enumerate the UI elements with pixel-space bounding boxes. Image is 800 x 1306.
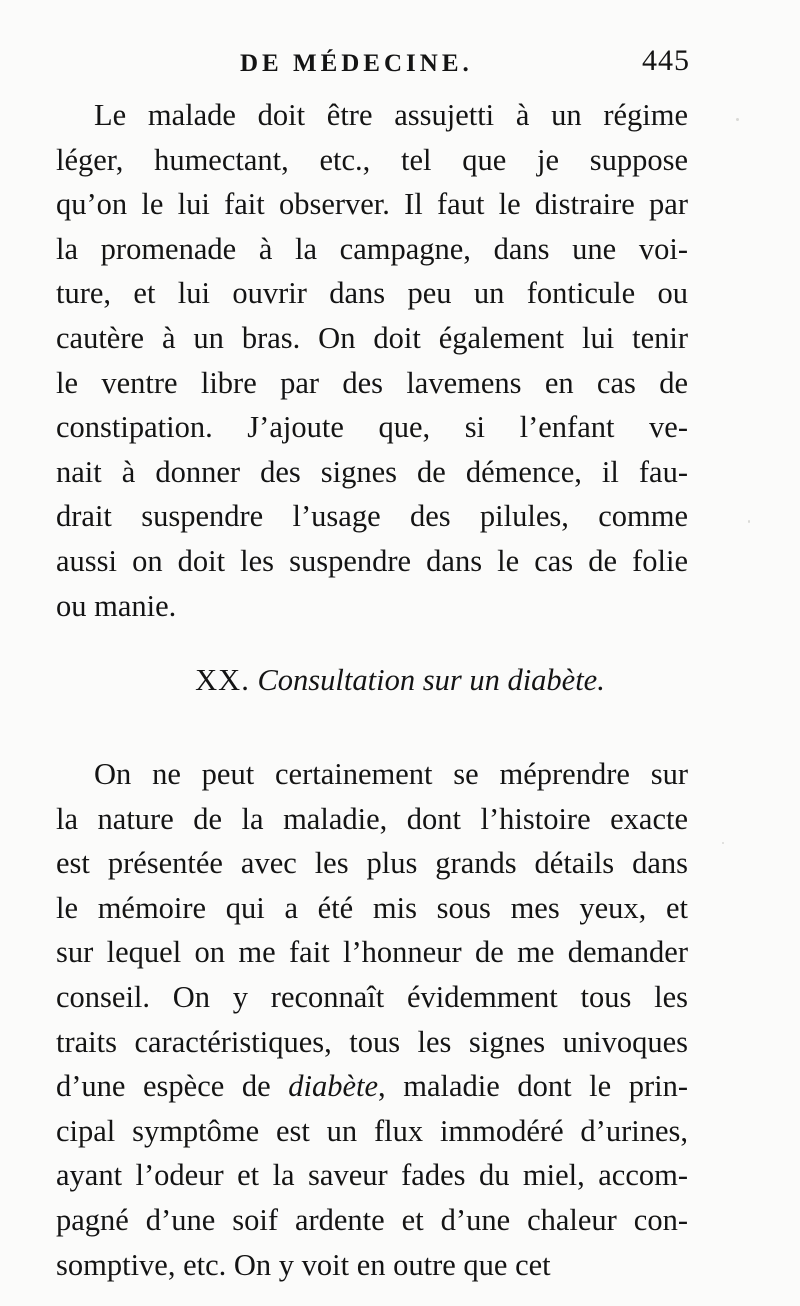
text-line: ayant l’odeur et la saveur fades du miel, accom-	[56, 1158, 688, 1193]
text-line: la promenade à la campagne, dans une voi-	[56, 231, 688, 266]
text-line: le mémoire qui a été mis sous mes yeux, et	[56, 890, 688, 925]
running-head: DE MÉDECINE.	[240, 50, 473, 77]
text-line: constipation. J’ajoute que, si l’enfant ve-	[56, 410, 688, 445]
paper-speck	[748, 520, 750, 523]
text-line: sur lequel on me fait l’honneur de me demander	[56, 935, 688, 970]
section-heading	[0, 658, 800, 702]
page-number: 445	[642, 44, 690, 77]
paragraph-continued	[56, 93, 688, 628]
text-line: conseil. On y reconnaît évidemment tous les	[56, 979, 688, 1014]
text-line: ou manie.	[56, 588, 177, 623]
text-line: Le malade doit être assujetti à un régime	[94, 98, 688, 132]
text-line: aussi on doit les suspendre dans le cas de folie	[56, 543, 688, 578]
italic-term: diabète	[288, 1069, 379, 1104]
text-line: traits caractéristiques, tous les signes univoques	[56, 1024, 688, 1059]
text-line: cipal symptôme est un flux immodéré d’urines,	[56, 1113, 688, 1148]
text-line: pagné d’une soif ardente et d’une chaleur con-	[56, 1202, 688, 1237]
paragraph-consultation	[56, 752, 688, 1287]
section-number: XX.	[195, 663, 250, 697]
text-line: ture, et lui ouvrir dans peu un fonticule ou	[56, 276, 688, 311]
text-line: la nature de la maladie, dont l’histoire exacte	[56, 801, 688, 836]
text-line: somptive, etc. On y voit en outre que cet	[56, 1247, 551, 1282]
text-line: le ventre libre par des lavemens en cas de	[56, 365, 688, 400]
text-line: On ne peut certainement se méprendre sur	[94, 757, 688, 791]
text-line: drait suspendre l’usage des pilules, comme	[56, 499, 688, 534]
text-line: nait à donner des signes de démence, il fau-	[56, 454, 688, 489]
text-line: qu’on le lui fait observer. Il faut le distraire par	[56, 187, 688, 222]
paper-speck	[736, 118, 739, 121]
text-line: est présentée avec les plus grands détails dans	[56, 846, 688, 881]
section-title: Consultation sur un diabète.	[257, 663, 605, 697]
paper-speck	[722, 842, 724, 844]
page-header	[240, 44, 690, 88]
text-line: d’une espèce de diabète, maladie dont le prin-	[56, 1069, 688, 1104]
text-line: léger, humectant, etc., tel que je suppose	[56, 142, 688, 177]
text-line: cautère à un bras. On doit également lui tenir	[56, 320, 688, 355]
